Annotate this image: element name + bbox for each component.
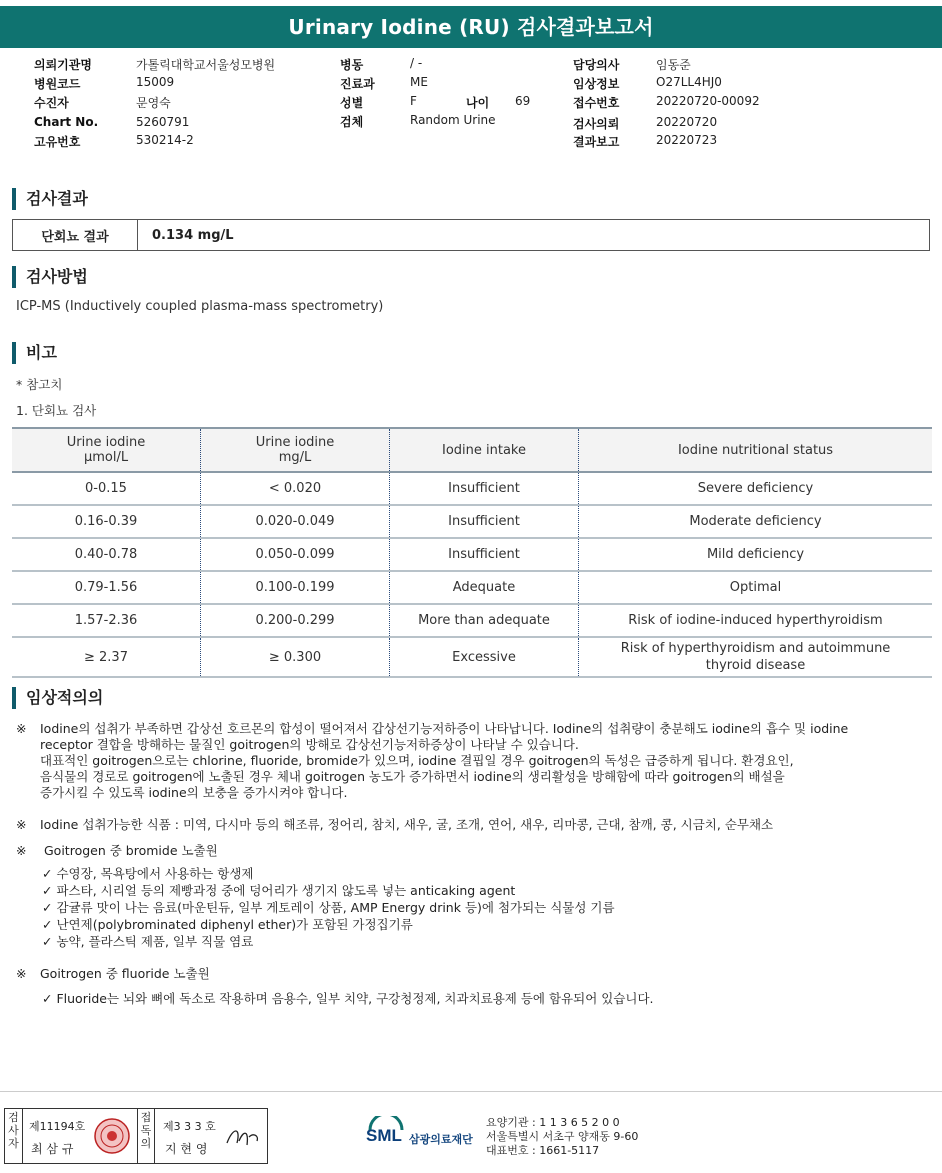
bromide-list [42,865,615,950]
tester-tag: 검 사 자 [5,1109,23,1163]
chart-label: Chart No. [34,115,99,129]
clinical-section-title: 임상적의의 [12,687,103,709]
hosp-code-value: 15009 [136,75,175,89]
table-cell: Risk of iodine-induced hyperthyroidism [579,604,933,637]
list-item: ✓ 파스타, 시리얼 등의 제빵과정 중에 덩어리가 생기지 않도록 넣는 anticaking agent [42,883,516,898]
check-icon: ✓ [42,991,53,1006]
report-value: 20220723 [656,133,718,147]
footer-divider [0,1091,942,1092]
reader-number: 제3 3 3 호 [163,1120,216,1133]
request-value: 20220720 [656,115,718,129]
table-cell: 0.100-0.199 [201,571,390,604]
table-cell: Insufficient [390,505,579,538]
table-cell: Insufficient [390,472,579,505]
doctor-value: 임동준 [656,58,691,72]
seal-icon [93,1117,131,1155]
check-icon: ✓ [42,917,53,932]
table-cell: Insufficient [390,538,579,571]
sml-logo [366,1116,486,1156]
list-item: ✓ 난연제(polybrominated diphenyl ether)가 포함된 가정집기류 [42,917,413,932]
table-cell: More than adequate [390,604,579,637]
note-mark: ※ [16,817,27,832]
note-text: Iodine 섭취가능한 식품 : 미역, 다시마 등의 해조류, 정어리, 참치, 새우, 굴, 조개, 연어, 새우, 리마콩, 근대, 참깨, 콩, 시금치, 순무채소 [40,817,774,832]
column-header: Iodine intake [390,428,579,472]
unique-value: 530214-2 [136,133,194,147]
reader-tag: 접 독 의 [137,1109,155,1163]
request-label: 검사의뢰 [573,117,620,131]
table-cell: Risk of hyperthyroidism and autoimmune thyroid disease [579,637,933,677]
column-header: Iodine nutritional status [579,428,933,472]
check-icon: ✓ [42,866,53,881]
signature-box [4,1108,268,1164]
specimen-label: 검체 [340,115,364,129]
clinical-value: O27LL4HJ0 [656,75,722,89]
table-cell: 0-0.15 [12,472,201,505]
sex-value: F [410,94,417,108]
result-box [12,219,930,251]
ward-label: 병동 [340,58,364,72]
unique-label: 고유번호 [34,135,81,149]
table-cell: ≥ 2.37 [12,637,201,677]
list-item: ✓ 수영장, 목욕탕에서 사용하는 항생제 [42,866,254,881]
table-row [12,604,932,637]
table-row [12,472,932,505]
org-value: 가톨릭대학교서울성모병원 [136,58,276,72]
clinical-label: 임상정보 [573,77,620,91]
table-cell: 0.020-0.049 [201,505,390,538]
tester-name: 최 삼 규 [31,1142,74,1156]
table-cell: < 0.020 [201,472,390,505]
note-mark: ※ [16,966,27,981]
table-cell: Moderate deficiency [579,505,933,538]
table-cell: Mild deficiency [579,538,933,571]
table-row [12,538,932,571]
table-cell: 0.050-0.099 [201,538,390,571]
table-cell: Excessive [390,637,579,677]
result-value: 0.134 mg/L [152,227,234,243]
note-text: Goitrogen 중 fluoride 노출원 [40,966,210,981]
signature-icon [223,1123,263,1151]
table-cell: 0.16-0.39 [12,505,201,538]
address: 서울특별시 서초구 양재동 9-60 [486,1130,639,1143]
list-item: ✓ 농약, 플라스틱 제품, 일부 직물 염료 [42,934,254,949]
report-title: Urinary Iodine (RU) 검사결과보고서 [0,6,942,48]
fluoride-list [42,990,654,1007]
specimen-value: Random Urine [410,113,496,127]
phone-number: 대표번호 : 1661-5117 [486,1144,600,1157]
column-header: Urine iodine μmol/L [12,428,201,472]
age-value: 69 [515,94,531,108]
table-cell: Adequate [390,571,579,604]
chart-value: 5260791 [136,115,190,129]
clinical-note-1 [16,721,848,801]
receiver-value: 문영숙 [136,96,171,110]
table-cell: ≥ 0.300 [201,637,390,677]
hosp-code-label: 병원코드 [34,77,81,91]
org-label: 의뢰기관명 [34,58,92,72]
reception-value: 20220720-00092 [656,94,760,108]
result-label: 단회뇨 결과 [13,220,138,250]
doctor-label: 담당의사 [573,58,620,72]
table-row [12,637,932,677]
table-cell: 1.57-2.36 [12,604,201,637]
tester-number: 제11194호 [29,1120,86,1133]
age-label: 나이 [466,96,490,110]
reader-name: 지 현 영 [165,1142,208,1156]
check-icon: ✓ [42,900,53,915]
sex-label: 성별 [340,96,364,110]
foundation-name: 삼광의료재단 [409,1133,473,1146]
institution-code: 요양기관 : 1 1 3 6 5 2 0 0 [486,1116,620,1129]
clinical-note-3 [16,843,218,859]
note-mark: ※ [16,721,27,736]
clinical-note-2 [16,817,773,833]
table-cell: 0.79-1.56 [12,571,201,604]
method-section-title: 검사방법 [12,266,88,288]
reception-label: 접수번호 [573,96,620,110]
note-text: Goitrogen 중 bromide 노출원 [44,843,218,858]
column-header: Urine iodine mg/L [201,428,390,472]
table-row [12,505,932,538]
list-item: ✓ 감귤류 맛이 나는 음료(마운틴듀, 일부 게토레이 상품, AMP Energy drink 등)에 첨가되는 식물성 기름 [42,900,615,915]
contact-info [486,1116,638,1158]
patient-info [0,56,942,152]
check-icon: ✓ [42,934,53,949]
report-label: 결과보고 [573,135,620,149]
table-header-row [12,428,932,472]
receiver-label: 수진자 [34,96,69,110]
check-icon: ✓ [42,883,53,898]
method-text: ICP-MS (Inductively coupled plasma-mass spectrometry) [16,299,384,314]
table-row [12,571,932,604]
reference-table [12,427,932,678]
spot-urine-label: 1. 단회뇨 검사 [16,403,97,418]
dept-value: ME [410,75,428,89]
table-cell: Severe deficiency [579,472,933,505]
table-cell: 0.40-0.78 [12,538,201,571]
table-cell: 0.200-0.299 [201,604,390,637]
ward-value: / - [410,56,423,70]
reference-label: * 참고치 [16,377,63,392]
sml-text: SML [366,1126,402,1145]
remark-section-title: 비고 [12,342,57,364]
table-cell: Optimal [579,571,933,604]
list-item: ✓ Fluoride는 뇌와 뼈에 독소로 작용하며 음용수, 일부 치약, 구강청정제, 치과치료용제 등에 함유되어 있습니다. [42,991,654,1006]
clinical-note-4 [16,966,210,982]
result-section-title: 검사결과 [12,188,88,210]
dept-label: 진료과 [340,77,375,91]
note-text: Iodine의 섭취가 부족하면 갑상선 호르몬의 합성이 떨어져서 갑상선기능저하증이 나타납니다. Iodine의 섭취량이 충분해도 iodine의 흡수 및 iodine receptor 결합을 방해하는 물질인 goitrogen의 방해로 갑상선기능저하증상이 나타날 수 있습니다. 대표적인 goitrogen으로는 chlorine, fluoride, bromide가 있으며, iodine 결핍일 경우 goitrogen의 독성은 급증하게 됩니다. 환경요인, 음식물의 경로로 goitrogen에 노출된 경우 체내 goitrogen 농도가 증가하면서 iodine의 생리활성을 방해함에 따라 goitrogen의 배설을 증가시킬 수 있도록 iodine의 보충을 증가시켜야 합니다. [40,721,849,800]
note-mark: ※ [16,843,27,858]
